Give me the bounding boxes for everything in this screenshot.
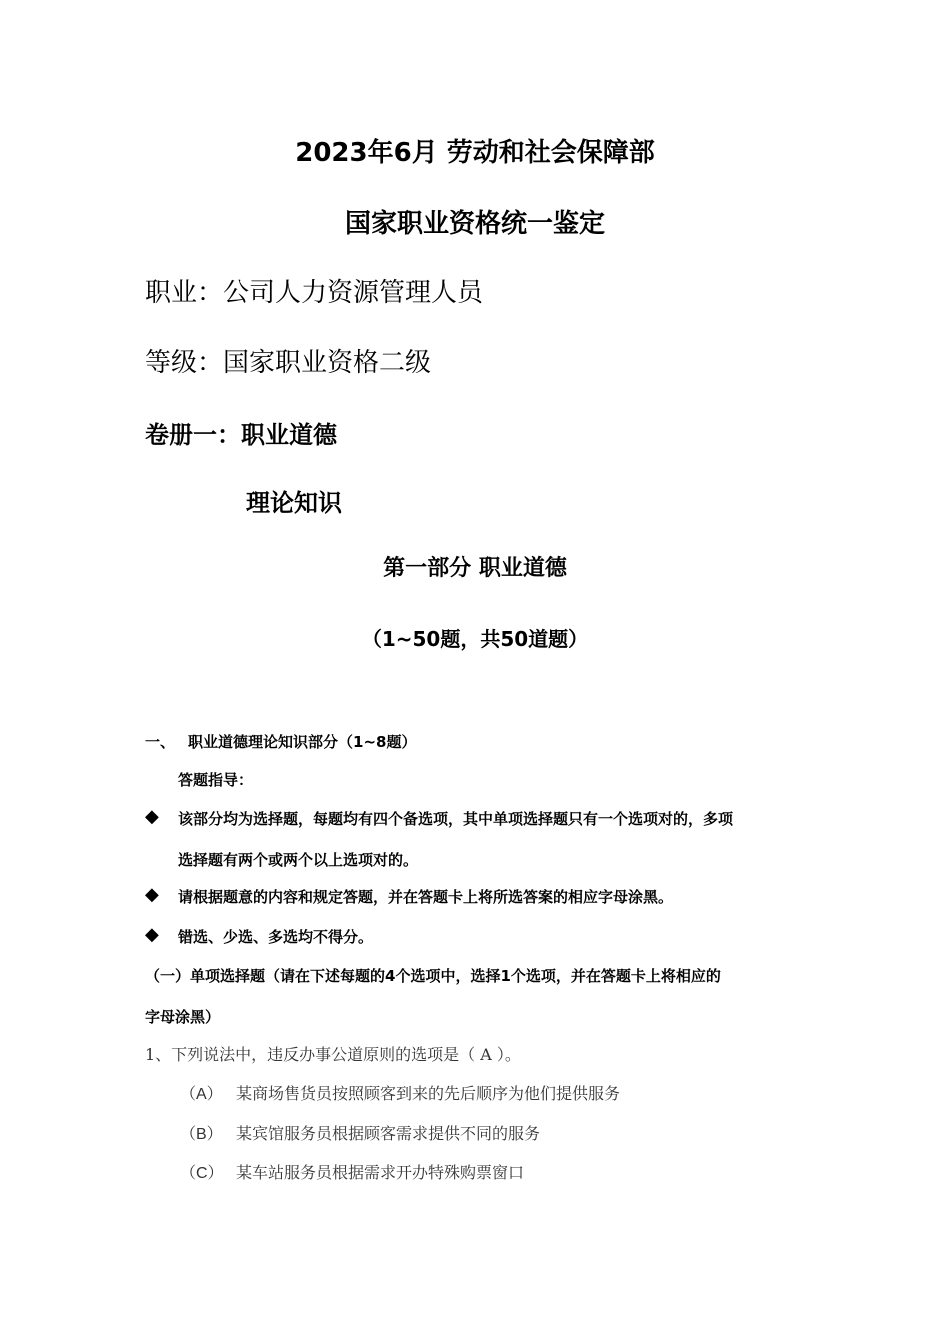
option-c-text: 某车站服务员根据需求开办特殊购票窗口 xyxy=(236,1163,525,1182)
volume-line: 卷册一：职业道德 xyxy=(145,421,337,449)
subsection-line-2: 字母涂黑） xyxy=(145,1008,221,1026)
bullet-1-line-2: 选择题有两个或两个以上选项对的。 xyxy=(178,851,419,869)
option-a-text: 某商场售货员按照顾客到来的先后顺序为他们提供服务 xyxy=(236,1084,621,1103)
bullet-icon: ◆ xyxy=(145,884,159,905)
option-c-label: （C） xyxy=(180,1165,224,1182)
bullet-icon: ◆ xyxy=(145,806,159,827)
option-b-label: （B） xyxy=(180,1126,223,1143)
subsection-line-1: （一）单项选择题（请在下述每题的4个选项中，选择1个选项，并在答题卡上将相应的 xyxy=(145,967,721,985)
bullet-3-line-1: 错选、少选、多选均不得分。 xyxy=(178,928,374,946)
section-title: 职业道德理论知识部分（1~8题） xyxy=(188,733,417,751)
bullet-2-line-1: 请根据题意的内容和规定答题，并在答题卡上将所选答案的相应字母涂黑。 xyxy=(178,888,674,906)
guide-label: 答题指导： xyxy=(178,771,254,789)
occupation-line: 职业：公司人力资源管理人员 xyxy=(145,278,484,308)
part-title: 第一部分 职业道德 xyxy=(383,556,567,581)
section-number: 一、 xyxy=(145,733,176,751)
title-line-2: 国家职业资格统一鉴定 xyxy=(344,209,605,239)
option-a-label: （A） xyxy=(180,1086,223,1103)
bullet-1-line-1: 该部分均为选择题，每题均有四个备选项，其中单项选择题只有一个选项对的，多项 xyxy=(178,810,734,828)
level-line: 等级：国家职业资格二级 xyxy=(145,348,432,378)
section-type: 理论知识 xyxy=(246,489,342,517)
part-range: （1~50题，共50道题） xyxy=(361,627,589,651)
title-line-1: 2023年6月 劳动和社会保障部 xyxy=(295,138,655,168)
option-b-text: 某宾馆服务员根据顾客需求提供不同的服务 xyxy=(236,1124,541,1143)
bullet-icon: ◆ xyxy=(145,924,159,945)
question-1-stem: 1、下列说法中，违反办事公道原则的选项是（ A ）。 xyxy=(145,1045,521,1064)
